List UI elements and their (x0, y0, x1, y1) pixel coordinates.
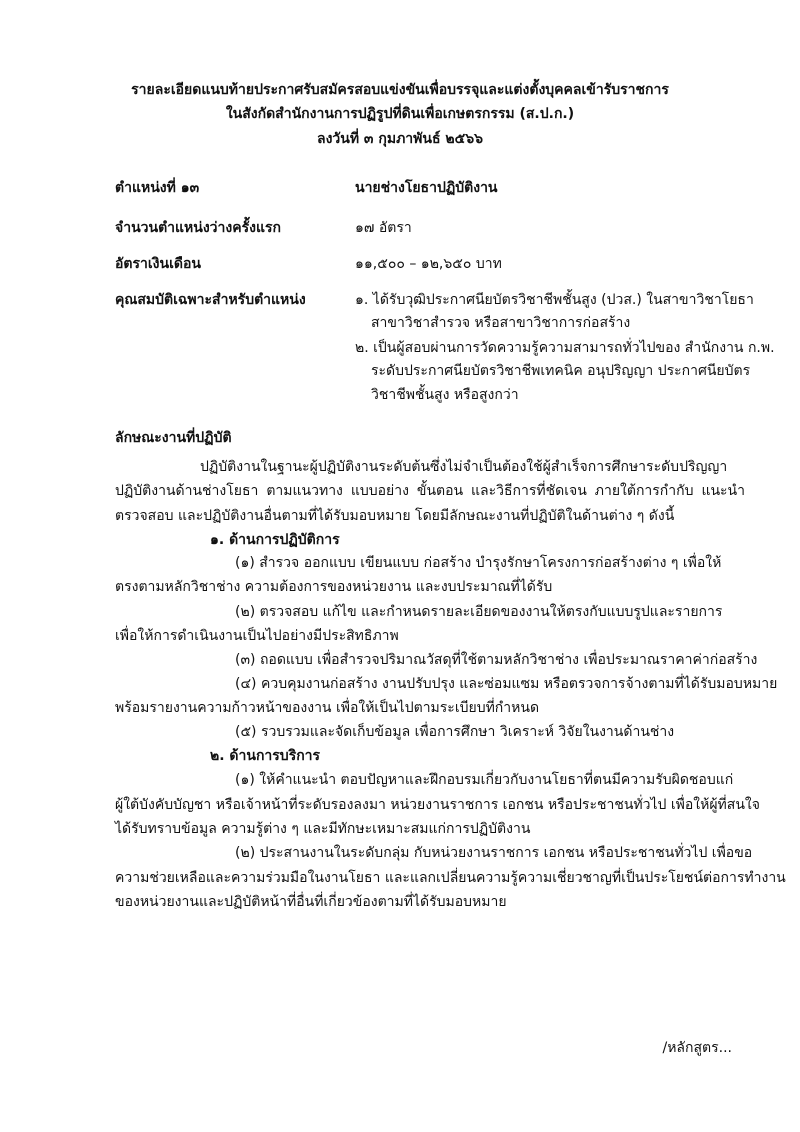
section2-line: ของหน่วยงานและปฏิบัติหน้าที่อื่นที่เกี่ยวข้องตามที่ได้รับมอบหมาย (115, 894, 507, 910)
duties-heading: ลักษณะงานที่ปฏิบัติ (115, 430, 232, 446)
intro-line: ปฏิบัติงานในฐานะผู้ปฏิบัติงานระดับต้นซึ่งไม่จำเป็นต้องใช้ผู้สำเร็จการศึกษาระดับปริญญา (200, 459, 728, 475)
section2-line: ได้รับทราบข้อมูล ความรู้ต่าง ๆ และมีทักษะเหมาะสมแก่การปฏิบัติงาน (115, 821, 531, 837)
doc-title-line2: ในสังกัดสำนักงานการปฏิรูปที่ดินเพื่อเกษตรกรรม (ส.ป.ก.) (225, 106, 575, 122)
salary-value: ๑๑,๕๐๐ – ๑๒,๖๕๐ บาท (355, 256, 502, 272)
qualification-line: ๒. เป็นผู้สอบผ่านการวัดความรู้ความสามารถทั่วไปของ สำนักงาน ก.พ. (355, 340, 775, 356)
salary-label: อัตราเงินเดือน (115, 256, 201, 272)
section2-line: (๒) ประสานงานในระดับกลุ่ม กับหน่วยงานราชการ เอกชน หรือประชาชนทั่วไป เพื่อขอ (235, 845, 753, 861)
doc-title-line1: รายละเอียดแนบท้ายประกาศรับสมัครสอบแข่งขันเพื่อบรรจุและแต่งตั้งบุคคลเข้ารับราชการ (131, 82, 669, 98)
qualification-line: ระดับประกาศนียบัตรวิชาชีพเทคนิค อนุปริญญา ประกาศนียบัตร (371, 363, 751, 379)
position-name: นายช่างโยธาปฏิบัติงาน (355, 180, 498, 196)
section1-line: (๕) รวบรวมและจัดเก็บข้อมูล เพื่อการศึกษา วิเคราะห์ วิจัยในงานด้านช่าง (235, 724, 675, 740)
section1-line: ตรงตามหลักวิชาช่าง ความต้องการของหน่วยงาน และงบประมาณที่ได้รับ (115, 579, 553, 595)
continuation-note: /หลักสูตร... (662, 1040, 732, 1056)
section1-line: (๓) ถอดแบบ เพื่อสำรวจปริมาณวัสดุที่ใช้ตามหลักวิชาช่าง เพื่อประมาณราคาค่าก่อสร้าง (235, 652, 758, 668)
section2-heading: ๒. ด้านการบริการ (210, 748, 321, 764)
qualification-line: ๑. ได้รับวุฒิประกาศนียบัตรวิชาชีพชั้นสูง (ปวส.) ในสาขาวิชาโยธา (355, 292, 754, 308)
vacancies-label: จำนวนตำแหน่งว่างครั้งแรก (115, 220, 281, 236)
section1-line: พร้อมรายงานความก้าวหน้าของงาน เพื่อให้เป็นไปตามระเบียบที่กำหนด (115, 700, 540, 716)
section2-line: ผู้ใต้บังคับบัญชา หรือเจ้าหน้าที่ระดับรองลงมา หน่วยงานราชการ เอกชน หรือประชาชนทั่วไป เพื่อให้ผู้ที่สนใจ (115, 797, 760, 813)
section1-line: (๑) สำรวจ ออกแบบ เขียนแบบ ก่อสร้าง บำรุงรักษาโครงการก่อสร้างต่าง ๆ เพื่อให้ (235, 555, 722, 571)
doc-date: ลงวันที่ ๓ กุมภาพันธ์ ๒๕๖๖ (316, 131, 483, 147)
section1-line: เพื่อให้การดำเนินงานเป็นไปอย่างมีประสิทธิภาพ (115, 628, 399, 644)
section2-line: (๑) ให้คำแนะนำ ตอบปัญหาและฝึกอบรมเกี่ยวกับงานโยธาที่ตนมีความรับผิดชอบแก่ (235, 772, 734, 788)
section1-line: (๔) ควบคุมงานก่อสร้าง งานปรับปรุง และซ่อมแซม หรือตรวจการจ้างตามที่ได้รับมอบหมาย (235, 676, 778, 692)
position-number-label: ตำแหน่งที่ ๑๓ (115, 180, 200, 196)
section1-line: (๒) ตรวจสอบ แก้ไข และกำหนดรายละเอียดของงานให้ตรงกับแบบรูปและรายการ (235, 604, 723, 620)
intro-line: ตรวจสอบ และปฏิบัติงานอื่นตามที่ได้รับมอบหมาย โดยมีลักษณะงานที่ปฏิบัติในด้านต่าง ๆ ดังนี้ (115, 508, 675, 524)
qualification-line: วิชาชีพชั้นสูง หรือสูงกว่า (371, 387, 519, 403)
section2-line: ความช่วยเหลือและความร่วมมือในงานโยธา และแลกเปลี่ยนความรู้ความเชี่ยวชาญที่เป็นประโยชน์ต่อการทำงาน (115, 870, 786, 886)
qualifications-label: คุณสมบัติเฉพาะสำหรับตำแหน่ง (115, 292, 306, 308)
intro-line: ปฏิบัติงานด้านช่างโยธา ตามแนวทาง แบบอย่าง ขั้นตอน และวิธีการที่ชัดเจน ภายใต้การกำกับ แนะนำ (115, 483, 745, 499)
vacancies-value: ๑๗ อัตรา (355, 220, 412, 236)
section1-heading: ๑. ด้านการปฏิบัติการ (210, 532, 340, 548)
qualification-line: สาขาวิชาสำรวจ หรือสาขาวิชาการก่อสร้าง (371, 315, 631, 331)
